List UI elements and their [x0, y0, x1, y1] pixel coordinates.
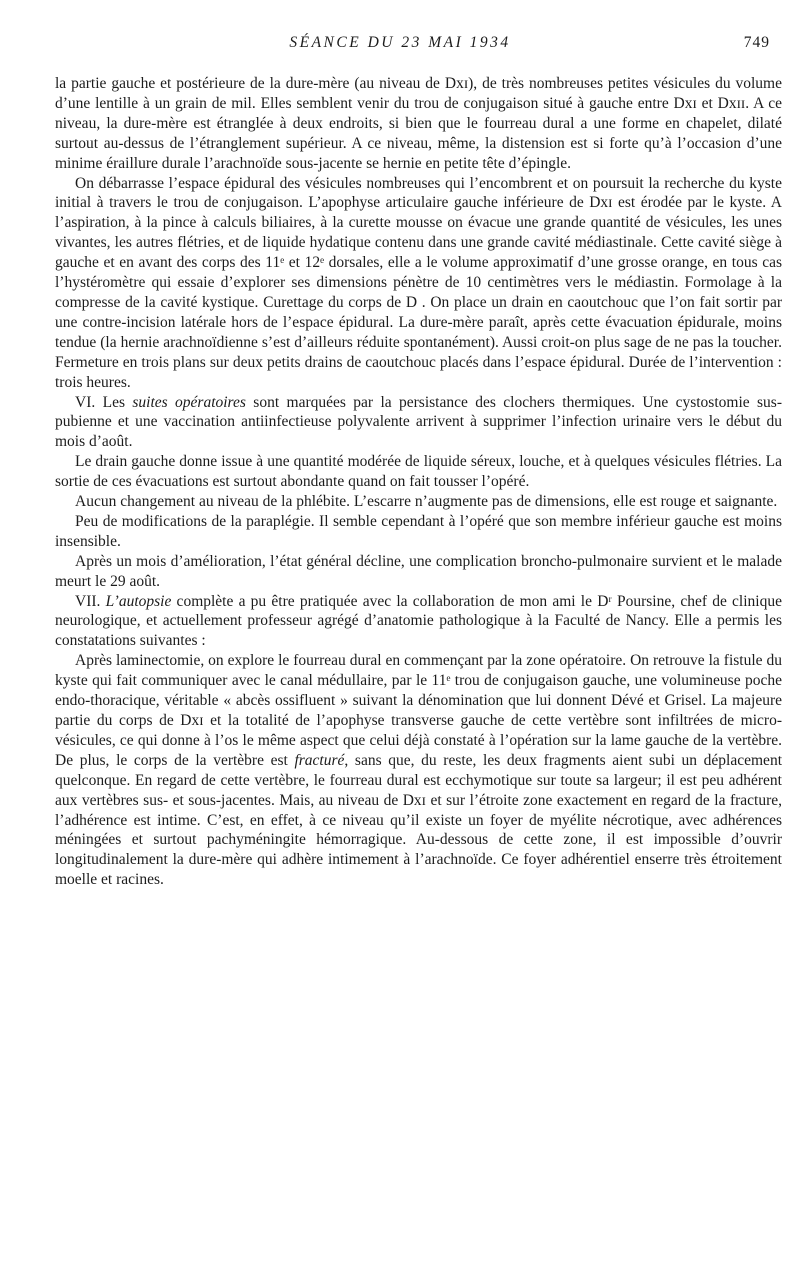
text-run: On débarrasse l’espace épidural des vésicules nombreuses qui l’encombrent et on poursuit la recherche du kyste initial à travers le trou de conjugaison. L’apophyse articulaire gauche inférieure de Dxɪ est érodée par le kyste. A l’aspiration, à la pince à calculs biliaires, à la curette mousse on évacue une grande quantité de vésicules, les unes vivantes, les autres flétries, et de liquide hydatique contenu dans une grande cavité médiastinale. Cette cavité siège à gauche et en avant des corps des 11ᵉ et 12ᵉ dorsales, elle a le volume approximatif d’une grosse orange, en tous cas l’hystéromètre qui essaie d’explorer ses dimensions pénètre de 10 centimètres vers le médiastin. Formolage à la compresse de la cavité kystique. Curettage du corps de D . On place un drain en caoutchouc que l’on fait sortir par une contre-incision latérale hors de l’espace épidural. La dure-mère paraît, après cette évacuation épidurale, moins tendue (la hernie arachnoïdienne s’est d’ailleurs réduite spontanément). Aussi croit-on plus sage de ne pas la toucher. Fermeture en trois plans sur deux petits drains de caoutchouc placés dans l’espace épidural. Durée de l’intervention : trois heures.	[55, 174, 782, 391]
italic-phrase: L’autopsie	[105, 592, 172, 610]
text-run: Le drain gauche donne issue à une quantité modérée de liquide séreux, louche, et à quelques vésicules flétries. La sortie de ces évacuations est surtout abondante quand on fait tousser l’opéré.	[55, 453, 782, 491]
text-run: VII.	[75, 592, 106, 610]
paragraph	[55, 552, 782, 592]
text-run: complète a pu être pratiquée avec la collaboration de mon ami le Dʳ Poursine, chef de clinique neurologique, et actuellement professeur agrégé d’anatomie pathologique à la Faculté de Nancy. Elle a permis les constatations suivantes :	[55, 592, 782, 650]
running-title: SÉANCE DU 23 MAI 1934	[289, 34, 511, 51]
text-run: sont marquées par la persistance des clochers thermiques. Une cystostomie sus-pubienne et une vaccination antiinfectieuse polyvalente arrivent à supprimer l’infection urinaire vers le début du mois d’août.	[55, 393, 782, 451]
paragraph	[55, 74, 782, 174]
text-run: VI. Les	[75, 393, 133, 411]
text-run: Après laminectomie, on explore le fourreau dural en commençant par la zone opératoire. On retrouve la fistule du kyste qui fait communiquer avec le canal médullaire, par le 11ᵉ trou de conjugaison gauche, une volumineuse poche endo-thoracique, véritable « abcès ossifluent » suivant la dénomination que lui donnent Dévé et Grisel. La majeure partie du corps de Dxɪ et la totalité de l’apophyse transverse gauche de cette vertèbre sont infiltrées de micro-vésicules, ce qui donne à l’os le même aspect que celui déjà constaté à l’opération sur la lame gauche de la vertèbre. De plus, le corps de la vertèbre est	[55, 652, 782, 769]
page-number: 749	[743, 34, 770, 51]
text-run: Peu de modifications de la paraplégie. Il semble cependant à l’opéré que son membre inférieur gauche est moins insensible.	[55, 512, 782, 550]
italic-phrase: fracturé	[294, 751, 345, 769]
page-header	[0, 34, 800, 58]
paragraph	[55, 393, 782, 453]
text-run: , sans que, du reste, les deux fragments aient subi un déplacement quelconque. En regard de cette vertèbre, le fourreau dural est ecchymotique sur toute sa largeur; il est peu adhérent aux vertèbres sus- et sous-jacentes. Mais, au niveau de Dxɪ et sur l’étroite zone exactement en regard de la fracture, l’adhérence est intime. C’est, en effet, à ce niveau qu’il existe un foyer de myélite nécrotique, avec adhérences méningées et surtout pachyméningite hémorragique. Au-dessous de cette zone, il est impossible d’ouvrir longitudinalement la dure-mère qui adhère intimement à l’arachnoïde. Ce foyer adhérentiel enserre très étroitement moelle et racines.	[55, 751, 782, 889]
paragraph	[55, 174, 782, 393]
body-text	[55, 74, 782, 890]
paragraph	[55, 512, 782, 552]
paragraph	[55, 452, 782, 492]
text-run: la partie gauche et postérieure de la dure-mère (au niveau de Dxɪ), de très nombreuses petites vésicules du volume d’une lentille à un grain de mil. Elles semblent venir du trou de conjugaison situé à gauche entre Dxɪ et Dxɪɪ. A ce niveau, la dure-mère est étranglée à deux endroits, si bien que le fourreau dural a une forme en chapelet, dilaté surtout au-dessus de l’étranglement supérieur. A ce niveau, même, la distension est si forte qu’à l’occasion d’une minime éraillure durale l’arachnoïde sous-jacente se hernie en petite tête d’épingle.	[55, 75, 782, 172]
paragraph	[55, 492, 782, 512]
paragraph	[55, 651, 782, 890]
text-run: Après un mois d’amélioration, l’état général décline, une complication broncho-pulmonaire survient et le malade meurt le 29 août.	[55, 552, 782, 590]
text-run: Aucun changement au niveau de la phlébite. L’escarre n’augmente pas de dimensions, elle est rouge et saignante.	[75, 493, 778, 511]
italic-phrase: suites opératoires	[132, 393, 246, 411]
paragraph	[55, 592, 782, 652]
